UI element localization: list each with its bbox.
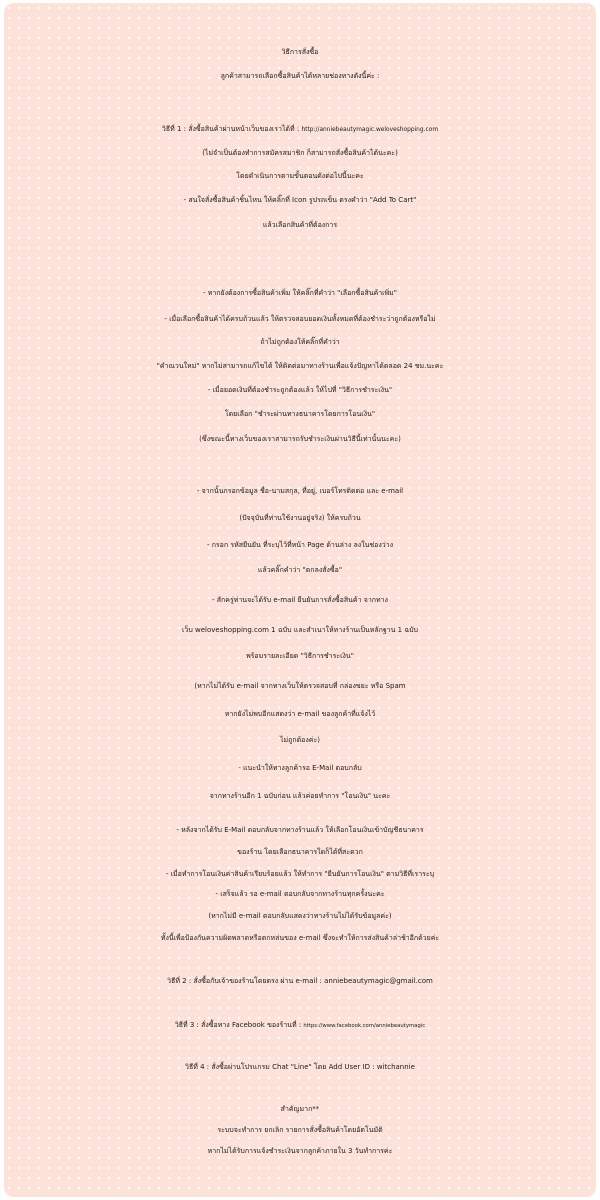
method3-heading: วิธีที่ 3 : สั่งซื้อทาง Facebook ของร้านที่ : [174,1021,302,1029]
method3-line [0,1017,600,1034]
method1-line-21: - แนะนำให้ทางลูกค้ารอ E-Mail ตอบกลับ [238,764,362,772]
method1-line-22: จากทางร้านอีก 1 ฉบับก่อน แล้วค่อยทำการ "โอนเงิน" นะคะ [209,792,391,800]
method1-line-28: ทั้งนี้เพื่อป้องกันความผิดพลาดหรือตกหล่นของ e-mail ซึ่งจะทำให้การส่งสินค้าล่าช้าอีกด้วยค่ะ [160,934,440,942]
method1-line-5: - เมื่อเลือกซื้อสินค้าได้ครบถ้วนแล้ว ให้ตรวจสอบยอดเงินทั้งหมดที่ต้องชำระว่าถูกต้องหรือไม่ [164,315,436,323]
method1-line-20: ไม่ถูกต้องค่ะ) [280,736,320,744]
method2-line: วิธีที่ 2 : สั่งซื้อกับเจ้าของร้านโดยตรง ผ่าน e-mail : anniebeautymagic@gmail.com [167,977,433,985]
method1-line-27: (หากไม่มี e-mail ตอบกลับแสดงว่าทางร้านไม่ได้รับข้อมูลค่ะ) [208,912,392,920]
method1-line-13: - กรอก รหัสยืนยัน ที่ระบุไว้ที่หน้า Page ด้านล่าง ลงในช่องว่าง [206,541,394,549]
method1-line-24: ของร้าน โดยเลือกธนาคารใดก็ได้ที่สะดวก [237,848,363,856]
method1-line-26: - เสร็จแล้ว รอ e-mail ตอบกลับจากทางร้านทุกครั้งนะคะ [215,890,385,898]
method1-line-6: ถ้าไม่ถูกต้องให้คลิ๊กที่คำว่า [260,338,340,346]
method1-line-17: พร้อมรายละเอียด "วิธีการชำระเงิน" [246,652,354,660]
important-line-0: ระบบจะทำการ ยกเลิก รายการสั่งซื้อสินค้าโดยอัตโนมัติ [217,1126,383,1134]
page-title: วิธีการสั่งซื้อ [281,48,319,56]
method1-line-19: หากยังไม่พบอีกแสดงว่า e-mail ของลูกค้าที่แจ้งไว้ [224,710,376,718]
method1-line-7: "คำณวนใหม่" หากไม่สามารถแก้ไขได้ ให้ติดต่อมาทางร้านเพื่อแจ้งปัญหาได้ตลอด 24 ชม.นะคะ [156,362,444,370]
method1-line-25: - เมื่อทำการโอนเงินค่าสินค้าเรียบร้อยแล้ว ให้ทำการ "ยืนยันการโอนเงิน" ตามวิธีที่เราระบุ [165,870,435,878]
method1-line-2: - สนใจสั่งซื้อสินค้าชิ้นไหน ให้คลิ๊กที่ Icon รูปรถเข็น ตรงคำว่า "Add To Cart" [183,196,417,204]
method1-line-0: (ไม่จำเป็นต้องทำการสมัครสมาชิก ก็สามารถสั่งซื้อสินค้าได้นะคะ) [202,149,398,157]
method1-line-12: (ปัจจุบันที่ท่านใช้งานอยู่จริง) ให้ครบถ้วน [239,514,361,522]
method1-line-14: แล้วคลิ๊กคำว่า "ตกลงสั่งซื้อ" [257,566,343,574]
important-title: สำคัญมาก** [280,1105,320,1113]
method1-line-8: - เมื่อยอดเงินที่ต้องชำระถูกต้องแล้ว ให้ไปที่ "วิธีการชำระเงิน" [207,386,393,394]
method1-line-18: (หากไม่ได้รับ e-mail จากทางเว็บให้ตรวจสอบที่ กล่องขยะ หรือ Spam [194,682,406,690]
method1-line-15: - สักครู่ท่านจะได้รับ e-mail ยืนยันการสั่งซื้อสินค้า จากทาง [212,596,388,604]
method1-line-16: เว็บ weloveshopping.com 1 ฉบับ และสำเนาให้ทางร้านเป็นหลักฐาน 1 ฉบับ [182,626,418,634]
intro-text: ลูกค้าสามารถเลือกซื้อสินค้าได้หลายช่องทางดังนี้ค่ะ : [220,72,380,80]
method1-line-23: - หลังจากได้รับ E-Mail ตอบกลับจากทางร้านแล้ว ให้เลือกโอนเงินเข้าบัญชีธนาคาร [176,826,424,834]
method4-line: วิธีที่ 4 : สั่งซื้อผ่านโปรแกรม Chat "Line" โดย Add User ID : witchannie [185,1063,415,1071]
method1-line-10: (ซึ่งขณะนี้ทางเว็บของเราสามารถรับชำระเงินผ่านวิธีนี้เท่านั้นนะคะ) [199,435,401,443]
method1-line-11: - จากนั้นกรอกข้อมูล ชื่อ-นามสกุล, ที่อยู่, เบอร์โทรติดต่อ และ e-mail [196,487,404,495]
method1-line-4: - หากยังต้องการซื้อสินค้าเพิ่ม ให้คลิ๊กที่คำว่า "เลือกซื้อสินค้าเพิ่ม" [203,289,397,297]
method1-heading-line [0,121,600,138]
method1-line-1: โดยดำเนินการตามขั้นตอนดังต่อไปนี้นะคะ [236,172,364,180]
method1-heading: วิธีที่ 1 : สั่งซื้อสินค้าผ่านหน้าเว็บของเราได้ที่ : [161,125,300,133]
important-line-1: หากไม่ได้รับการแจ้งชำระเงินจากลูกค้าภายใน 3 วันทำการค่ะ [207,1147,393,1155]
method1-line-3: แล้วเลือกสินค้าที่ต้องการ [262,221,338,229]
method1-line-9: โดยเลือก "ชำระผ่านทางธนาคารโดยการโอนเงิน" [224,410,376,418]
facebook-url-link[interactable]: https://www.facebook.com/anniebeautymagic [303,1023,426,1029]
shop-url-link[interactable]: http://anniebeautymagic.weloveshopping.com [301,127,439,133]
